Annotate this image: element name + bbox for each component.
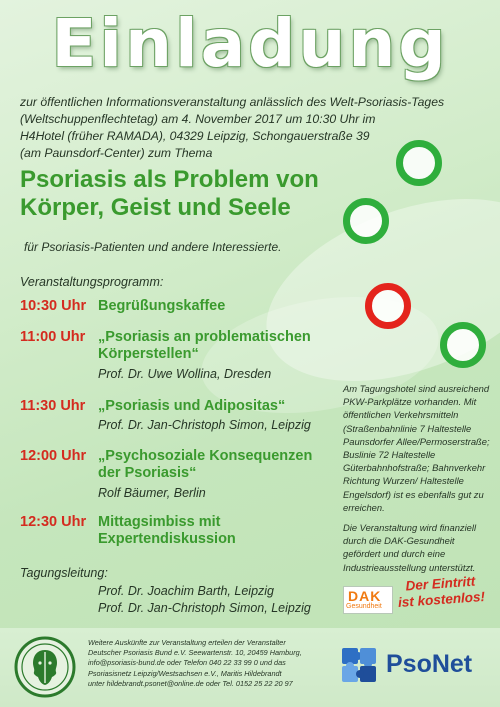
program-speaker: Prof. Dr. Jan-Christoph Simon, Leipzig xyxy=(98,418,311,432)
program-title xyxy=(98,514,348,548)
free-entry-line: ist kostenlos! xyxy=(397,588,486,610)
intro-line: (Weltschuppenflechtetag) am 4. November 2017 um 10:30 Uhr im xyxy=(20,112,376,126)
dak-logo-text: DAK xyxy=(348,588,382,604)
program-title-line: „Psychosoziale Konsequenzen xyxy=(98,448,313,464)
parking-info: Am Tagungshotel sind ausreichend PKW-Parkplätze vorhanden. Mit öffentlichen Verkehrsmitteln (Straßenbahnlinie 7 Haltestelle Paunsdorfer Allee/Permoserstraße; Buslinie 72 Haltestelle Güterbahnhofstraße; Bahnverkehr Richtung Wurzen/ Haltestelle Engelsdorf) ist es ebenfalls gut zu erreichen. xyxy=(343,383,490,513)
program-item xyxy=(20,514,340,554)
topic-line: Körper, Geist und Seele xyxy=(20,194,291,221)
program-title-line: „Psoriasis an problematischen xyxy=(98,329,311,345)
contact-line: Deutscher Psoriasis Bund e.V. Seewartenstr. 10, 20459 Hamburg, xyxy=(88,648,302,658)
program-time: 11:30 Uhr xyxy=(20,398,86,414)
audience-note: für Psoriasis-Patienten und andere Interessierte. xyxy=(24,240,282,254)
contact-line: Weitere Auskünfte zur Veranstaltung erteilen der Veranstalter xyxy=(88,638,286,647)
contact-line: info@psoriasis-bund.de oder Telefon 040 22 33 99 0 und das xyxy=(88,658,286,668)
program-title-line: Mittagsimbiss mit xyxy=(98,514,221,530)
program-time: 12:30 Uhr xyxy=(20,514,87,530)
psonet-logo xyxy=(338,642,488,692)
leadership-name: Prof. Dr. Jan-Christoph Simon, Leipzig xyxy=(98,601,311,615)
leadership-name: Prof. Dr. Joachim Barth, Leipzig xyxy=(98,584,274,598)
topic-line: Psoriasis als Problem von xyxy=(20,166,319,193)
footer xyxy=(0,628,500,707)
contact-line: unter hildebrandt.psonet@online.de oder Tel. 0152 25 22 20 97 xyxy=(88,678,293,688)
red-circle-icon xyxy=(365,283,411,329)
intro-line: (am Paunsdorf-Center) zum Thema xyxy=(20,146,213,160)
free-entry-note xyxy=(385,572,497,612)
program-title xyxy=(98,448,348,482)
program-time: 12:00 Uhr xyxy=(20,448,87,464)
leadership-label: Tagungsleitung: xyxy=(20,566,108,580)
sponsor-info: Die Veranstaltung wird finanziell durch die DAK-Gesundheit gefördert und durch eine Industrieausstellung unterstützt. xyxy=(343,522,477,573)
program-speaker: Rolf Bäumer, Berlin xyxy=(98,486,206,500)
psonet-logo-text: PsoNet xyxy=(386,650,473,678)
program-speaker: Prof. Dr. Uwe Wollina, Dresden xyxy=(98,367,272,381)
program-title-line: der Psoriasis“ xyxy=(98,465,197,481)
dak-logo-subtext: Gesundheit xyxy=(346,603,382,610)
program-title-line: Expertendiskussion xyxy=(98,531,236,547)
program-title xyxy=(98,329,348,363)
intro-text xyxy=(20,94,445,162)
contact-line: Psoriasisnetz Leipzig/Westsachsen e.V., Maritis Hildebrandt xyxy=(88,668,282,678)
intro-line: H4Hotel (früher RAMADA), 04329 Leipzig, Schongauerstraße 39 xyxy=(20,129,370,143)
program-title-line: Körperstellen“ xyxy=(98,346,199,362)
intro-line: zur öffentlichen Informationsveranstaltung anlässlich des Welt-Psoriasis-Tages xyxy=(20,95,445,109)
event-topic xyxy=(20,166,370,222)
program-title: „Psoriasis und Adipositas“ xyxy=(98,398,286,414)
program-item xyxy=(20,448,340,504)
travel-info xyxy=(343,382,493,581)
contact-info xyxy=(88,638,338,689)
program-item xyxy=(20,398,340,438)
program-time: 11:00 Uhr xyxy=(20,329,86,345)
program-item xyxy=(20,329,340,385)
free-entry-line: Der Eintritt xyxy=(405,573,476,594)
janus-head-emblem-icon xyxy=(14,636,76,698)
green-circle-icon xyxy=(343,198,389,244)
program-label: Veranstaltungsprogramm: xyxy=(20,275,164,289)
poster-title: Einladung xyxy=(51,5,449,82)
program-item xyxy=(20,298,340,318)
program-title: Begrüßungskaffee xyxy=(98,298,226,314)
green-circle-icon xyxy=(440,322,486,368)
green-circle-icon xyxy=(396,140,442,186)
program-time: 10:30 Uhr xyxy=(20,298,87,314)
puzzle-pieces-icon xyxy=(338,644,384,688)
